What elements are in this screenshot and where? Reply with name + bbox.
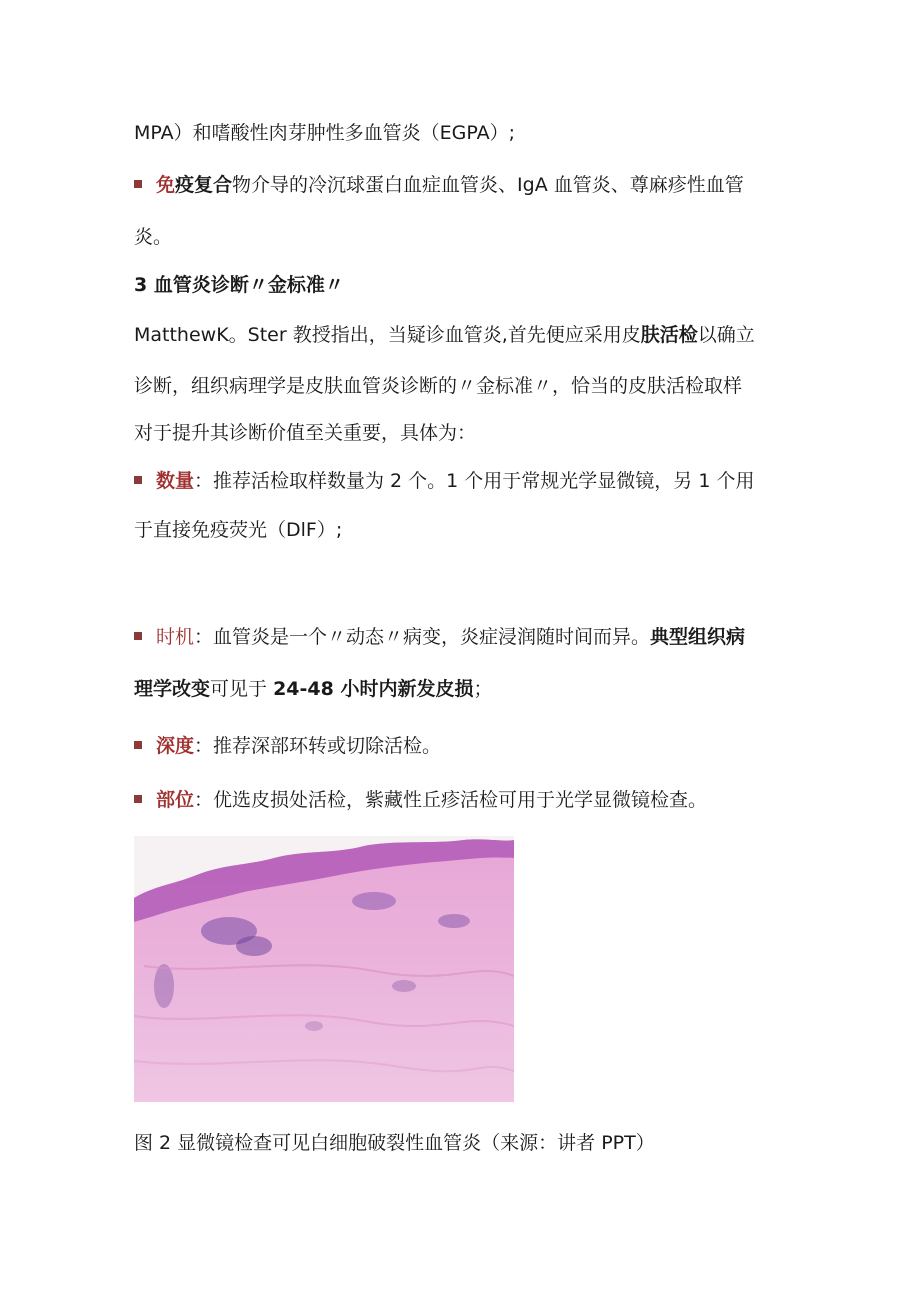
figure-caption <box>134 1128 655 1158</box>
quantity-line2-row <box>134 515 794 545</box>
immune-rest-line2: 炎。 <box>134 226 173 248</box>
histology-image <box>134 836 514 1102</box>
bullet-immune-complex <box>134 170 794 200</box>
quantity-label: 数量 <box>156 470 195 492</box>
intro-line3 <box>134 418 794 448</box>
intro-line1-bold: 肤活检 <box>640 324 698 346</box>
site-text: ：优选皮损处活检，紫藏性丘疹活检可用于光学显微镜检查。 <box>194 789 708 811</box>
figure-caption-text: 图 2 显微镜检查可见白细胞破裂性血管炎（来源：讲者 PPT） <box>134 1132 655 1154</box>
timing-line1-a: ：血管炎是一个〃动态〃病变，炎症浸润随时间而异。 <box>194 626 651 648</box>
bullet-square-icon <box>134 795 142 803</box>
mpa-egpa-text: MPA）和嗜酸性肉芽肿性多血管炎（EGPA）; <box>134 122 516 144</box>
bullet-square-icon <box>134 180 142 188</box>
intro-line1-a: MatthewK。Ster 教授指出，当疑诊血管炎,首先便应采用皮 <box>134 324 641 346</box>
section-heading-text: 3 血管炎诊断〃金标准〃 <box>134 274 344 296</box>
immune-rest-line1: 物介导的冷沉球蛋白血症血管炎、IgA 血管炎、尊麻疹性血管 <box>232 174 744 196</box>
bullet-square-icon <box>134 741 142 749</box>
timing-line2-end: ； <box>473 678 493 700</box>
bullet-depth <box>134 731 794 761</box>
immune-bold-text: 疫复合 <box>175 174 233 196</box>
intro-line1 <box>134 320 794 350</box>
depth-label: 深度 <box>156 735 195 757</box>
quantity-line1: ：推荐活检取样数量为 2 个。1 个用于常规光学显微镜，另 1 个用 <box>194 470 755 492</box>
immune-red-char: 免 <box>156 174 176 196</box>
site-label: 部位 <box>156 789 195 811</box>
timing-line2-bold-b: 24-48 小时内新发皮损 <box>273 678 474 700</box>
paragraph-mpa-egpa <box>134 118 794 148</box>
bullet-quantity <box>134 466 794 496</box>
intro-line1-b: 以确立 <box>697 324 755 346</box>
intro-line3-text: 对于提升其诊断价值至关重要，具体为： <box>134 422 477 444</box>
histology-figure <box>134 836 514 1102</box>
quantity-line2: 于直接免疫荧光（DlF）; <box>134 519 343 541</box>
timing-label: 时机 <box>156 626 195 648</box>
timing-line1-bold: 典型组织病 <box>650 626 746 648</box>
bullet-square-icon <box>134 632 142 640</box>
section-heading <box>134 270 794 300</box>
timing-line2-bold-a: 理学改变 <box>134 678 211 700</box>
timing-line2-mid: 可见于 <box>210 678 274 700</box>
timing-line2 <box>134 674 794 704</box>
depth-text: ：推荐深部环转或切除活检。 <box>194 735 442 757</box>
intro-line2-text: 诊断，组织病理学是皮肤血管炎诊断的〃金标准〃，恰当的皮肤活检取样 <box>134 375 743 397</box>
immune-line2 <box>134 222 794 252</box>
bullet-timing <box>134 622 794 652</box>
bullet-site <box>134 785 794 815</box>
bullet-square-icon <box>134 476 142 484</box>
intro-line2 <box>134 371 794 401</box>
